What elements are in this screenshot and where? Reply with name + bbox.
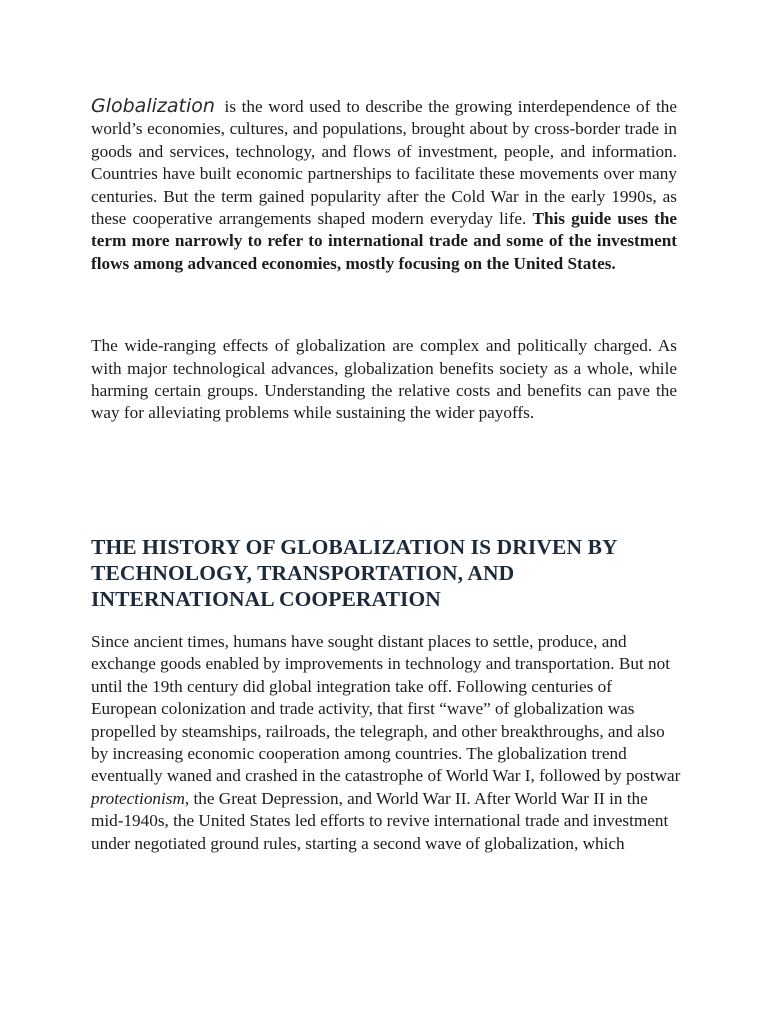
history-paragraph xyxy=(91,631,681,855)
section-heading: THE HISTORY OF GLOBALIZATION IS DRIVEN BY TECHNOLOGY, TRANSPORTATION, AND INTERNATIONAL COOPERATION xyxy=(91,534,617,611)
effects-paragraph: The wide-ranging effects of globalization are complex and politically charged. As with major technological advances, globalization benefits society as a whole, while harming certain groups. Understanding the relative costs and benefits can pave the way for alleviating problems while sustaining the wider payoffs. xyxy=(91,336,677,423)
document-page xyxy=(91,95,681,855)
history-text-after: , the Great Depression, and World War II. After World War II in the mid-1940s, the United States led efforts to revive international trade and investment under negotiated ground rules, starting a second wave of globalization, which xyxy=(91,788,669,853)
globalization-term: Globalization xyxy=(91,95,215,117)
intro-bold-text: This guide uses the term more narrowly to refer to international trade and some of the investment flows among advanced economies, mostly focusing on the United States. xyxy=(91,209,678,273)
intro-paragraph xyxy=(91,95,677,275)
protectionism-term: protectionism xyxy=(91,788,185,808)
intro-text: is the word used to describe the growing interdependence of the world’s economies, cultures, and populations, brought about by cross-border trade in goods and services, technology, and flows of investment, people, and information. Countries have built economic partnerships to facilitate these movements over many centuries. But the term gained popularity after the Cold War in the early 1990s, as these cooperative arrangements shaped modern everyday life. xyxy=(91,97,677,229)
history-text-before: Since ancient times, humans have sought distant places to settle, produce, and exchange goods enabled by improvements in technology and transportation. But not until the 19th century did global integration take off. Following centuries of European colonization and trade activity, that first “wave” of globalization was propelled by steamships, railroads, the telegraph, and other breakthroughs, and also by increasing economic cooperation among countries. The globalization trend eventually waned and crashed in the catastrophe of World War I, followed by postwar xyxy=(91,631,681,786)
